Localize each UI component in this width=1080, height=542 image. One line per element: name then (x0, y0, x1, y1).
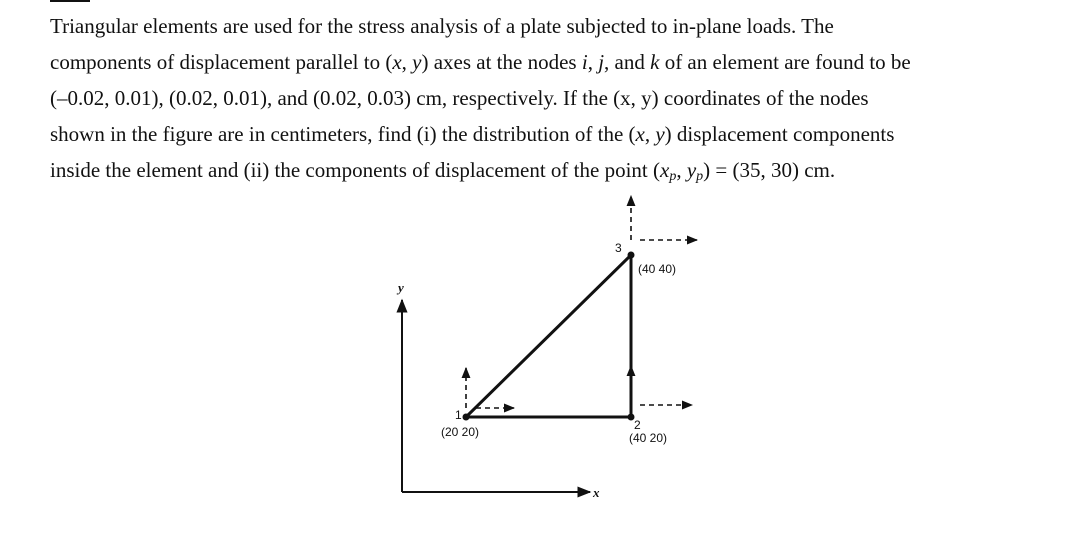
x-axis-label: x (593, 485, 600, 500)
problem-text: ) axes at the nodes (421, 50, 582, 74)
problem-text: (–0.02, 0.01), (0.02, 0.01), and (0.02, 0.03) cm, respectively. If the (x, y) coordinates of the nodes (50, 86, 869, 110)
var-yp: y (686, 158, 697, 182)
var-x: x (392, 50, 402, 74)
var-j: j (598, 50, 605, 74)
problem-text: , (676, 158, 687, 182)
node-3-coord-label: (40 40) (638, 262, 677, 276)
problem-text: , and (604, 50, 651, 74)
problem-text: , (401, 50, 413, 74)
problem-text: Triangular elements are used for the stress analysis of a plate subjected to in-plane loads. The (50, 14, 834, 38)
node-1-coord-label: (20 20) (441, 425, 480, 439)
problem-text: inside the element and (ii) the components of displacement of the point ( (50, 158, 660, 182)
node-3-label: 3 (615, 241, 622, 255)
var-k: k (650, 50, 660, 74)
var-i: i (581, 50, 588, 74)
problem-text: of an element are found to be (659, 50, 911, 74)
var-x: x (635, 122, 645, 146)
problem-text: , (587, 50, 599, 74)
problem-text: components of displacement parallel to ( (50, 50, 393, 74)
problem-text: ) = (35, 30) cm. (703, 158, 836, 182)
var-y: y (412, 50, 422, 74)
edge-1-3 (466, 255, 631, 417)
node-1-label: 1 (455, 408, 462, 422)
node-3-dot (628, 252, 635, 259)
y-axis-label: y (398, 280, 404, 295)
subscript-p: p (696, 169, 704, 184)
node-2-label: 2 (634, 418, 641, 432)
problem-text: shown in the figure are in centimeters, find (i) the distribution of the ( (50, 122, 636, 146)
node-1-dot (463, 414, 470, 421)
problem-text: ) displacement components (664, 122, 895, 146)
var-y: y (655, 122, 665, 146)
problem-text: , (644, 122, 656, 146)
subscript-p: p (669, 169, 677, 184)
var-xp: x (660, 158, 670, 182)
node-2-coord-label: (40 20) (629, 431, 668, 445)
